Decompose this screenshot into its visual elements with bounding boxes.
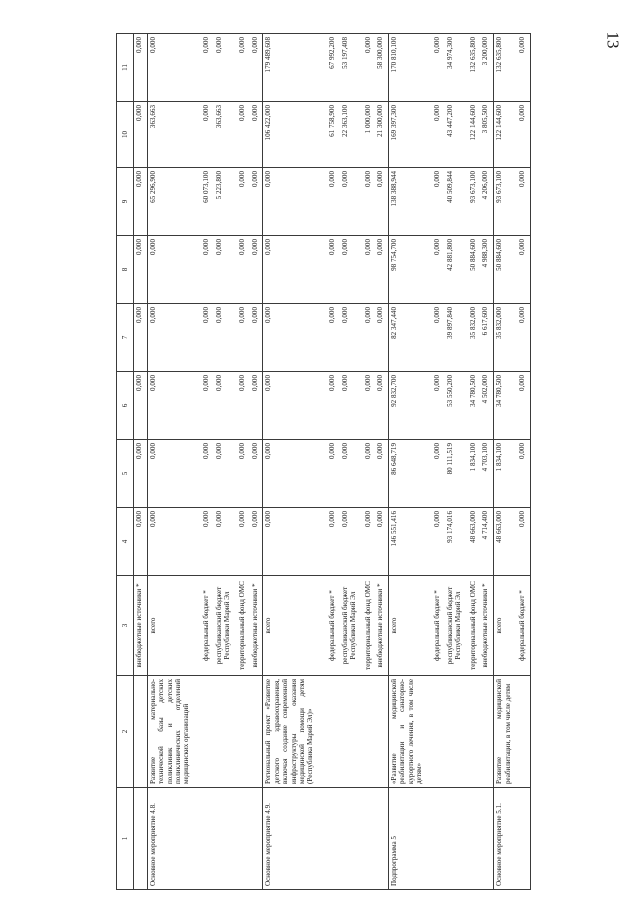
table-row xyxy=(250,34,263,890)
cell-value-col-11: 3 200,000 xyxy=(480,34,493,102)
cell-value-col-9: 0,000 xyxy=(237,168,250,236)
column-header-11: 11 xyxy=(117,34,134,102)
table-row xyxy=(468,34,481,890)
cell-value-col-11: 0,000 xyxy=(432,34,445,102)
cell-measure-title xyxy=(214,788,237,890)
cell-value-col-8: 0,000 xyxy=(250,236,263,304)
cell-value-col-6: 0,000 xyxy=(237,372,250,440)
cell-value-col-10: 22 363,100 xyxy=(340,102,363,168)
table-row xyxy=(214,34,237,890)
cell-funding-source: федеральный бюджет * xyxy=(432,576,445,676)
cell-measure-title xyxy=(468,788,481,890)
cell-value-col-6: 0,000 xyxy=(432,372,445,440)
cell-funding-source: всего xyxy=(494,576,517,676)
cell-value-col-7: 0,000 xyxy=(214,304,237,372)
cell-funding-source: всего xyxy=(263,576,327,676)
cell-measure-title xyxy=(237,788,250,890)
cell-funding-source: всего xyxy=(388,576,432,676)
cell-funding-source: всего xyxy=(147,576,201,676)
cell-value-col-7: 35 832,000 xyxy=(494,304,517,372)
cell-value-col-11: 132 635,800 xyxy=(468,34,481,102)
cell-measure-description xyxy=(237,676,250,788)
cell-value-col-6: 0,000 xyxy=(250,372,263,440)
cell-value-col-4: 0,000 xyxy=(134,508,148,576)
column-header-8: 8 xyxy=(117,236,134,304)
table-row xyxy=(388,34,432,890)
column-header-2: 2 xyxy=(117,676,134,788)
cell-value-col-4: 0,000 xyxy=(201,508,214,576)
cell-value-col-9: 5 223,800 xyxy=(214,168,237,236)
cell-value-col-8: 50 884,600 xyxy=(468,236,481,304)
cell-value-col-5: 0,000 xyxy=(263,440,327,508)
cell-value-col-5: 0,000 xyxy=(250,440,263,508)
cell-value-col-6: 0,000 xyxy=(214,372,237,440)
cell-value-col-11: 170 810,100 xyxy=(388,34,432,102)
cell-funding-source: республиканский бюджет Республики Марий Эл xyxy=(214,576,237,676)
cell-value-col-5: 0,000 xyxy=(432,440,445,508)
cell-value-col-6: 34 780,500 xyxy=(468,372,481,440)
cell-measure-description xyxy=(134,676,148,788)
cell-value-col-8: 4 988,300 xyxy=(480,236,493,304)
table-row xyxy=(445,34,468,890)
cell-value-col-8: 42 881,800 xyxy=(445,236,468,304)
table-row xyxy=(517,34,530,890)
cell-measure-description xyxy=(480,676,493,788)
cell-value-col-4: 0,000 xyxy=(517,508,530,576)
cell-value-col-11: 0,000 xyxy=(363,34,376,102)
cell-value-col-4: 146 551,416 xyxy=(388,508,432,576)
cell-value-col-11: 0,000 xyxy=(147,34,201,102)
cell-value-col-8: 0,000 xyxy=(214,236,237,304)
rotated-table-container xyxy=(116,34,531,890)
cell-value-col-8: 0,000 xyxy=(263,236,327,304)
cell-value-col-5: 0,000 xyxy=(363,440,376,508)
cell-value-col-4: 0,000 xyxy=(263,508,327,576)
cell-funding-source: внебюджетные источники * xyxy=(250,576,263,676)
cell-value-col-9: 0,000 xyxy=(375,168,388,236)
cell-value-col-5: 0,000 xyxy=(517,440,530,508)
cell-value-col-5: 0,000 xyxy=(340,440,363,508)
cell-value-col-6: 92 832,700 xyxy=(388,372,432,440)
cell-measure-description: «Развитие медицинской реабилитации и санаторно-курортного лечения, в том числе детям» xyxy=(388,676,432,788)
cell-value-col-10: 122 144,600 xyxy=(468,102,481,168)
cell-value-col-10: 0,000 xyxy=(237,102,250,168)
cell-measure-description xyxy=(375,676,388,788)
cell-value-col-6: 0,000 xyxy=(263,372,327,440)
cell-value-col-9: 0,000 xyxy=(363,168,376,236)
cell-value-col-6: 0,000 xyxy=(375,372,388,440)
table-row xyxy=(327,34,340,890)
cell-value-col-4: 0,000 xyxy=(432,508,445,576)
cell-value-col-4: 0,000 xyxy=(237,508,250,576)
cell-value-col-11: 53 197,408 xyxy=(340,34,363,102)
cell-measure-title xyxy=(340,788,363,890)
page-number: 13 xyxy=(603,31,623,49)
cell-value-col-11: 179 489,608 xyxy=(263,34,327,102)
cell-value-col-8: 0,000 xyxy=(375,236,388,304)
cell-measure-description xyxy=(327,676,340,788)
cell-measure-title xyxy=(134,788,148,890)
cell-value-col-5: 0,000 xyxy=(134,440,148,508)
cell-value-col-7: 0,000 xyxy=(327,304,340,372)
cell-funding-source: территориальный фонд ОМС xyxy=(363,576,376,676)
column-header-3: 3 xyxy=(117,576,134,676)
table-row xyxy=(263,34,327,890)
cell-value-col-10: 122 144,600 xyxy=(494,102,517,168)
cell-measure-title: Основное мероприятие 4.8. xyxy=(147,788,201,890)
cell-value-col-4: 48 663,000 xyxy=(468,508,481,576)
cell-measure-description xyxy=(363,676,376,788)
cell-value-col-10: 3 805,500 xyxy=(480,102,493,168)
cell-value-col-7: 0,000 xyxy=(340,304,363,372)
cell-value-col-6: 0,000 xyxy=(363,372,376,440)
cell-measure-description xyxy=(432,676,445,788)
cell-value-col-10: 169 397,300 xyxy=(388,102,432,168)
cell-measure-description xyxy=(445,676,468,788)
table-row xyxy=(363,34,376,890)
cell-value-col-9: 93 673,100 xyxy=(494,168,517,236)
cell-value-col-5: 0,000 xyxy=(201,440,214,508)
cell-value-col-10: 0,000 xyxy=(250,102,263,168)
cell-measure-description xyxy=(517,676,530,788)
cell-value-col-5: 1 834,100 xyxy=(494,440,517,508)
cell-value-col-5: 4 703,100 xyxy=(480,440,493,508)
cell-value-col-7: 0,000 xyxy=(517,304,530,372)
cell-value-col-5: 0,000 xyxy=(375,440,388,508)
cell-value-col-6: 0,000 xyxy=(340,372,363,440)
cell-value-col-8: 0,000 xyxy=(201,236,214,304)
cell-funding-source: внебюджетные источники * xyxy=(134,576,148,676)
table-row xyxy=(480,34,493,890)
cell-value-col-11: 0,000 xyxy=(237,34,250,102)
cell-value-col-10: 61 758,900 xyxy=(327,102,340,168)
cell-value-col-7: 0,000 xyxy=(134,304,148,372)
cell-value-col-10: 21 300,000 xyxy=(375,102,388,168)
cell-value-col-9: 60 073,100 xyxy=(201,168,214,236)
cell-funding-source: внебюджетные источники * xyxy=(375,576,388,676)
cell-value-col-8: 98 754,700 xyxy=(388,236,432,304)
funding-table xyxy=(116,33,531,890)
cell-value-col-4: 0,000 xyxy=(250,508,263,576)
column-header-1: 1 xyxy=(117,788,134,890)
cell-value-col-6: 4 502,000 xyxy=(480,372,493,440)
table-row xyxy=(201,34,214,890)
cell-measure-description xyxy=(201,676,214,788)
cell-value-col-9: 0,000 xyxy=(263,168,327,236)
cell-value-col-8: 50 884,600 xyxy=(494,236,517,304)
cell-funding-source: республиканский бюджет Республики Марий Эл xyxy=(445,576,468,676)
cell-value-col-9: 0,000 xyxy=(340,168,363,236)
cell-value-col-11: 34 974,300 xyxy=(445,34,468,102)
cell-measure-title xyxy=(363,788,376,890)
cell-value-col-11: 132 635,800 xyxy=(494,34,517,102)
cell-measure-description: Региональный проект «Развитие детского здравоохранения, включая создание современной инфраструктуры оказания медицинской помощи детям (Республика Марий Эл)» xyxy=(263,676,327,788)
cell-value-col-4: 0,000 xyxy=(214,508,237,576)
table-row xyxy=(340,34,363,890)
cell-funding-source: федеральный бюджет * xyxy=(327,576,340,676)
cell-measure-title xyxy=(480,788,493,890)
cell-value-col-7: 0,000 xyxy=(237,304,250,372)
cell-value-col-4: 48 663,000 xyxy=(494,508,517,576)
cell-value-col-5: 0,000 xyxy=(214,440,237,508)
cell-measure-title xyxy=(327,788,340,890)
cell-value-col-10: 43 447,200 xyxy=(445,102,468,168)
cell-value-col-5: 0,000 xyxy=(147,440,201,508)
cell-value-col-9: 65 296,900 xyxy=(147,168,201,236)
cell-value-col-5: 0,000 xyxy=(327,440,340,508)
cell-measure-description: Развитие медицинской реабилитации, в том числе детям xyxy=(494,676,517,788)
cell-value-col-11: 0,000 xyxy=(517,34,530,102)
cell-value-col-4: 93 174,016 xyxy=(445,508,468,576)
cell-value-col-6: 34 780,500 xyxy=(494,372,517,440)
column-header-9: 9 xyxy=(117,168,134,236)
cell-value-col-10: 0,000 xyxy=(517,102,530,168)
table-row xyxy=(134,34,148,890)
header-row xyxy=(117,34,134,890)
cell-value-col-10: 1 000,000 xyxy=(363,102,376,168)
cell-measure-title xyxy=(375,788,388,890)
cell-value-col-6: 53 550,200 xyxy=(445,372,468,440)
cell-value-col-6: 0,000 xyxy=(134,372,148,440)
cell-value-col-9: 40 509,844 xyxy=(445,168,468,236)
cell-value-col-11: 0,000 xyxy=(201,34,214,102)
table-row xyxy=(147,34,201,890)
cell-measure-title xyxy=(201,788,214,890)
cell-measure-title: Подпрограмма 5 xyxy=(388,788,432,890)
cell-value-col-5: 0,000 xyxy=(237,440,250,508)
cell-value-col-8: 0,000 xyxy=(363,236,376,304)
cell-value-col-11: 58 300,000 xyxy=(375,34,388,102)
cell-value-col-7: 0,000 xyxy=(201,304,214,372)
cell-funding-source: территориальный фонд ОМС xyxy=(468,576,481,676)
cell-value-col-10: 363,663 xyxy=(147,102,201,168)
cell-value-col-9: 0,000 xyxy=(327,168,340,236)
cell-value-col-4: 4 714,400 xyxy=(480,508,493,576)
cell-value-col-7: 0,000 xyxy=(263,304,327,372)
column-header-5: 5 xyxy=(117,440,134,508)
cell-value-col-7: 6 617,600 xyxy=(480,304,493,372)
cell-measure-description xyxy=(250,676,263,788)
column-header-6: 6 xyxy=(117,372,134,440)
cell-value-col-8: 0,000 xyxy=(327,236,340,304)
cell-value-col-8: 0,000 xyxy=(432,236,445,304)
cell-value-col-5: 80 111,519 xyxy=(445,440,468,508)
cell-value-col-6: 0,000 xyxy=(201,372,214,440)
cell-value-col-7: 82 347,440 xyxy=(388,304,432,372)
cell-value-col-9: 138 388,944 xyxy=(388,168,432,236)
cell-measure-description: Развитие материально-технической базы детских поликлиник и детских поликлинических отделений медицинских организаций xyxy=(147,676,201,788)
table-row xyxy=(432,34,445,890)
cell-value-col-7: 0,000 xyxy=(250,304,263,372)
cell-value-col-7: 35 832,000 xyxy=(468,304,481,372)
table-row xyxy=(375,34,388,890)
cell-value-col-11: 0,000 xyxy=(214,34,237,102)
cell-measure-description xyxy=(468,676,481,788)
cell-value-col-11: 67 992,200 xyxy=(327,34,340,102)
cell-value-col-9: 93 673,100 xyxy=(468,168,481,236)
cell-value-col-10: 106 422,000 xyxy=(263,102,327,168)
cell-value-col-9: 0,000 xyxy=(432,168,445,236)
cell-value-col-4: 0,000 xyxy=(375,508,388,576)
cell-value-col-8: 0,000 xyxy=(340,236,363,304)
cell-value-col-4: 0,000 xyxy=(147,508,201,576)
cell-measure-description xyxy=(214,676,237,788)
cell-value-col-6: 0,000 xyxy=(147,372,201,440)
cell-value-col-11: 0,000 xyxy=(134,34,148,102)
table-body xyxy=(134,34,531,890)
cell-value-col-11: 0,000 xyxy=(250,34,263,102)
cell-value-col-8: 0,000 xyxy=(147,236,201,304)
cell-value-col-9: 0,000 xyxy=(250,168,263,236)
cell-measure-title xyxy=(432,788,445,890)
cell-value-col-5: 1 834,100 xyxy=(468,440,481,508)
cell-value-col-7: 0,000 xyxy=(147,304,201,372)
cell-measure-title xyxy=(517,788,530,890)
cell-funding-source: республиканский бюджет Республики Марий Эл xyxy=(340,576,363,676)
cell-value-col-7: 0,000 xyxy=(375,304,388,372)
cell-value-col-4: 0,000 xyxy=(363,508,376,576)
column-header-4: 4 xyxy=(117,508,134,576)
cell-measure-title: Основное мероприятие 4.9. xyxy=(263,788,327,890)
cell-value-col-6: 0,000 xyxy=(327,372,340,440)
cell-value-col-10: 363,663 xyxy=(214,102,237,168)
cell-measure-title xyxy=(445,788,468,890)
cell-value-col-8: 0,000 xyxy=(237,236,250,304)
cell-value-col-10: 0,000 xyxy=(201,102,214,168)
column-header-7: 7 xyxy=(117,304,134,372)
cell-value-col-9: 4 206,000 xyxy=(480,168,493,236)
cell-value-col-7: 0,000 xyxy=(432,304,445,372)
cell-value-col-7: 0,000 xyxy=(363,304,376,372)
cell-measure-title: Основное мероприятие 5.1. xyxy=(494,788,517,890)
cell-value-col-4: 0,000 xyxy=(340,508,363,576)
cell-value-col-6: 0,000 xyxy=(517,372,530,440)
cell-value-col-9: 0,000 xyxy=(134,168,148,236)
cell-funding-source: территориальный фонд ОМС xyxy=(237,576,250,676)
cell-value-col-7: 39 897,840 xyxy=(445,304,468,372)
column-header-10: 10 xyxy=(117,102,134,168)
cell-funding-source: федеральный бюджет * xyxy=(201,576,214,676)
cell-value-col-5: 86 648,719 xyxy=(388,440,432,508)
table-row xyxy=(237,34,250,890)
cell-value-col-10: 0,000 xyxy=(432,102,445,168)
cell-value-col-10: 0,000 xyxy=(134,102,148,168)
cell-funding-source: федеральный бюджет * xyxy=(517,576,530,676)
cell-value-col-4: 0,000 xyxy=(327,508,340,576)
cell-funding-source: внебюджетные источники * xyxy=(480,576,493,676)
table-row xyxy=(494,34,517,890)
cell-value-col-8: 0,000 xyxy=(134,236,148,304)
cell-measure-title xyxy=(250,788,263,890)
cell-value-col-9: 0,000 xyxy=(517,168,530,236)
cell-measure-description xyxy=(340,676,363,788)
cell-value-col-8: 0,000 xyxy=(517,236,530,304)
